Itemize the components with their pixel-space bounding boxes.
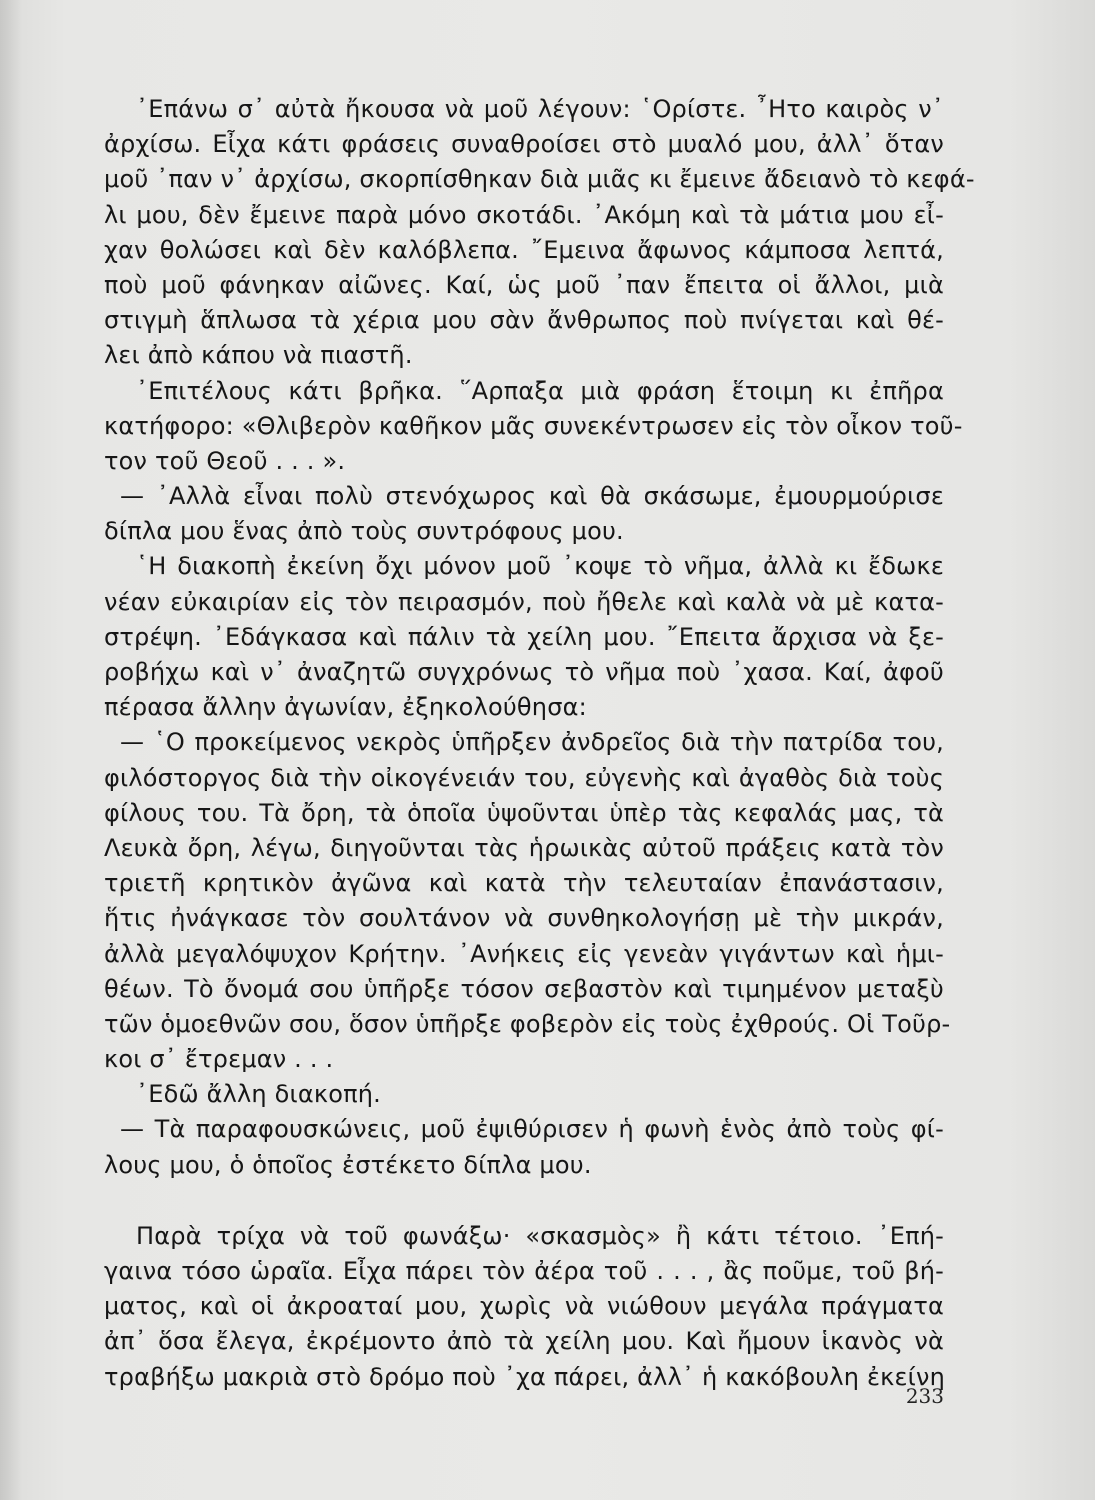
text-line: στρέψη. ᾿Εδάγκασα καὶ πάλιν τὰ χείλη μου. ῎Επειτα ἄρχισα νὰ ξε- — [104, 622, 944, 651]
text-line: τῶν ὁμοεθνῶν σου, ὅσον ὑπῆρξε φοβερὸν εἰς τοὺς ἐχθρούς. Οἱ Τοῦρ- — [104, 1009, 951, 1038]
text-line: Παρὰ τρίχα νὰ τοῦ φωνάξω· «σκασμὸς» ἢ κάτι τέτοιο. ᾿Επή- — [136, 1221, 944, 1250]
text-line: νέαν εὐκαιρίαν εἰς τὸν πειρασμόν, ποὺ ἤθελε καὶ καλὰ νὰ μὲ κατα- — [104, 587, 944, 616]
text-line: γαινα τόσο ὡραῖα. Εἶχα πάρει τὸν ἀέρα τοῦ . . . , ἂς ποῦμε, τοῦ βή- — [104, 1257, 944, 1285]
text-line: χαν θολώσει καὶ δὲν καλόβλεπα. ῎Εμεινα ἄφωνος κάμποσα λεπτά, — [104, 235, 944, 264]
text-line: ποὺ μοῦ φάνηκαν αἰῶνες. Καί, ὡς μοῦ ᾿παν ἔπειτα οἱ ἄλλοι, μιὰ — [104, 270, 944, 299]
text-line: μοῦ ᾿παν ν᾿ ἀρχίσω, σκορπίσθηκαν διὰ μιᾶς κι ἔμεινε ἄδειανὸ τὸ κεφά- — [104, 165, 975, 194]
text-line: πέρασα ἄλλην ἀγωνίαν, ἐξηκολούθησα: — [104, 693, 587, 722]
text-line: ἀρχίσω. Εἶχα κάτι φράσεις συναθροίσει στὸ μυαλό μου, ἀλλ᾿ ὅταν — [104, 130, 944, 159]
text-line: κατήφορο: «Θλιβερὸν καθῆκον μᾶς συνεκέντρωσεν εἰς τὸν οἶκον τοῦ- — [104, 411, 963, 440]
text-line: ᾿Επάνω σ᾿ αὐτὰ ἤκουσα νὰ μοῦ λέγουν: ῾Ορίστε. ῏Ητο καιρὸς ν᾿ — [136, 95, 944, 123]
text-line: φιλόστοργος διὰ τὴν οἰκογένειάν του, εὐγενὴς καὶ ἀγαθὸς διὰ τοὺς — [104, 763, 944, 792]
text-line: τραβήξω μακριὰ στὸ δρόμο ποὺ ᾿χα πάρει, ἀλλ᾿ ἡ κακόβουλη ἐκείνη — [104, 1362, 945, 1391]
body-text — [104, 92, 975, 1395]
text-line: ροβήχω καὶ ν᾿ ἀναζητῶ συγχρόνως τὸ νῆμα ποὺ ᾿χασα. Καί, ἀφοῦ — [104, 658, 944, 686]
text-line: θέων. Τὸ ὄνομά σου ὑπῆρξε τόσον σεβαστὸν καὶ τιμημένον μεταξὺ — [104, 974, 944, 1003]
text-line: — ᾿Αλλὰ εἶναι πολὺ στενόχωρος καὶ θὰ σκάσωμε, ἐμουρμούρισε — [120, 482, 944, 511]
section-gap — [104, 1183, 944, 1219]
text-line: — ῾Ο προκείμενος νεκρὸς ὑπῆρξεν ἀνδρεῖος διὰ τὴν πατρίδα του, — [120, 728, 944, 757]
text-line: ἥτις ἠνάγκασε τὸν σουλτάνον νὰ συνθηκολογήσῃ μὲ τὴν μικράν, — [104, 904, 944, 933]
text-line: — Τὰ παραφουσκώνεις, μοῦ ἐψιθύρισεν ἡ φωνὴ ἑνὸς ἀπὸ τοὺς φί- — [120, 1115, 944, 1144]
text-line: ματος, καὶ οἱ ἀκροαταί μου, χωρὶς νὰ νιώθουν μεγάλα πράγματα — [104, 1292, 944, 1321]
page-number: 233 — [905, 1384, 944, 1408]
text-line: λι μου, δὲν ἔμεινε παρὰ μόνο σκοτάδι. ᾿Ακόμη καὶ τὰ μάτια μου εἶ- — [104, 200, 944, 229]
text-line: ᾿Επιτέλους κάτι βρῆκα. ῞Αρπαξα μιὰ φράση ἕτοιμη κι ἐπῆρα — [136, 376, 944, 405]
text-line: ἀπ᾿ ὅσα ἔλεγα, ἐκρέμοντο ἀπὸ τὰ χείλη μου. Καὶ ἤμουν ἱκανὸς νὰ — [104, 1327, 944, 1356]
text-line: λους μου, ὁ ὁποῖος ἐστέκετο δίπλα μου. — [104, 1150, 592, 1179]
text-line: ᾿Εδῶ ἄλλη διακοπή. — [136, 1080, 381, 1109]
text-line: στιγμὴ ἅπλωσα τὰ χέρια μου σὰν ἄνθρωπος ποὺ πνίγεται καὶ θέ- — [104, 306, 944, 335]
text-line: κοι σ᾿ ἔτρεμαν . . . — [104, 1045, 334, 1074]
text-line: Λευκὰ ὄρη, λέγω, διηγοῦνται τὰς ἡρωικὰς αὐτοῦ πράξεις κατὰ τὸν — [104, 833, 944, 862]
text-line: ἀλλὰ μεγαλόψυχον Κρήτην. ᾿Ανήκεις εἰς γενεὰν γιγάντων καὶ ἡμι- — [104, 939, 944, 968]
spine-shadow — [0, 0, 22, 1500]
text-line: λει ἀπὸ κάπου νὰ πιαστῆ. — [104, 341, 413, 370]
text-line: δίπλα μου ἕνας ἀπὸ τοὺς συντρόφους μου. — [104, 517, 624, 546]
text-line: τριετῆ κρητικὸν ἀγῶνα καὶ κατὰ τὴν τελευταίαν ἐπανάστασιν, — [104, 869, 944, 898]
text-line: ῾Η διακοπὴ ἐκείνη ὄχι μόνον μοῦ ᾿κοψε τὸ νῆμα, ἀλλὰ κι ἔδωκε — [136, 552, 944, 581]
text-line: τον τοῦ Θεοῦ . . . ». — [104, 446, 346, 475]
text-line: φίλους του. Τὰ ὄρη, τὰ ὁποῖα ὑψοῦνται ὑπὲρ τὰς κεφαλάς μας, τὰ — [104, 798, 944, 827]
